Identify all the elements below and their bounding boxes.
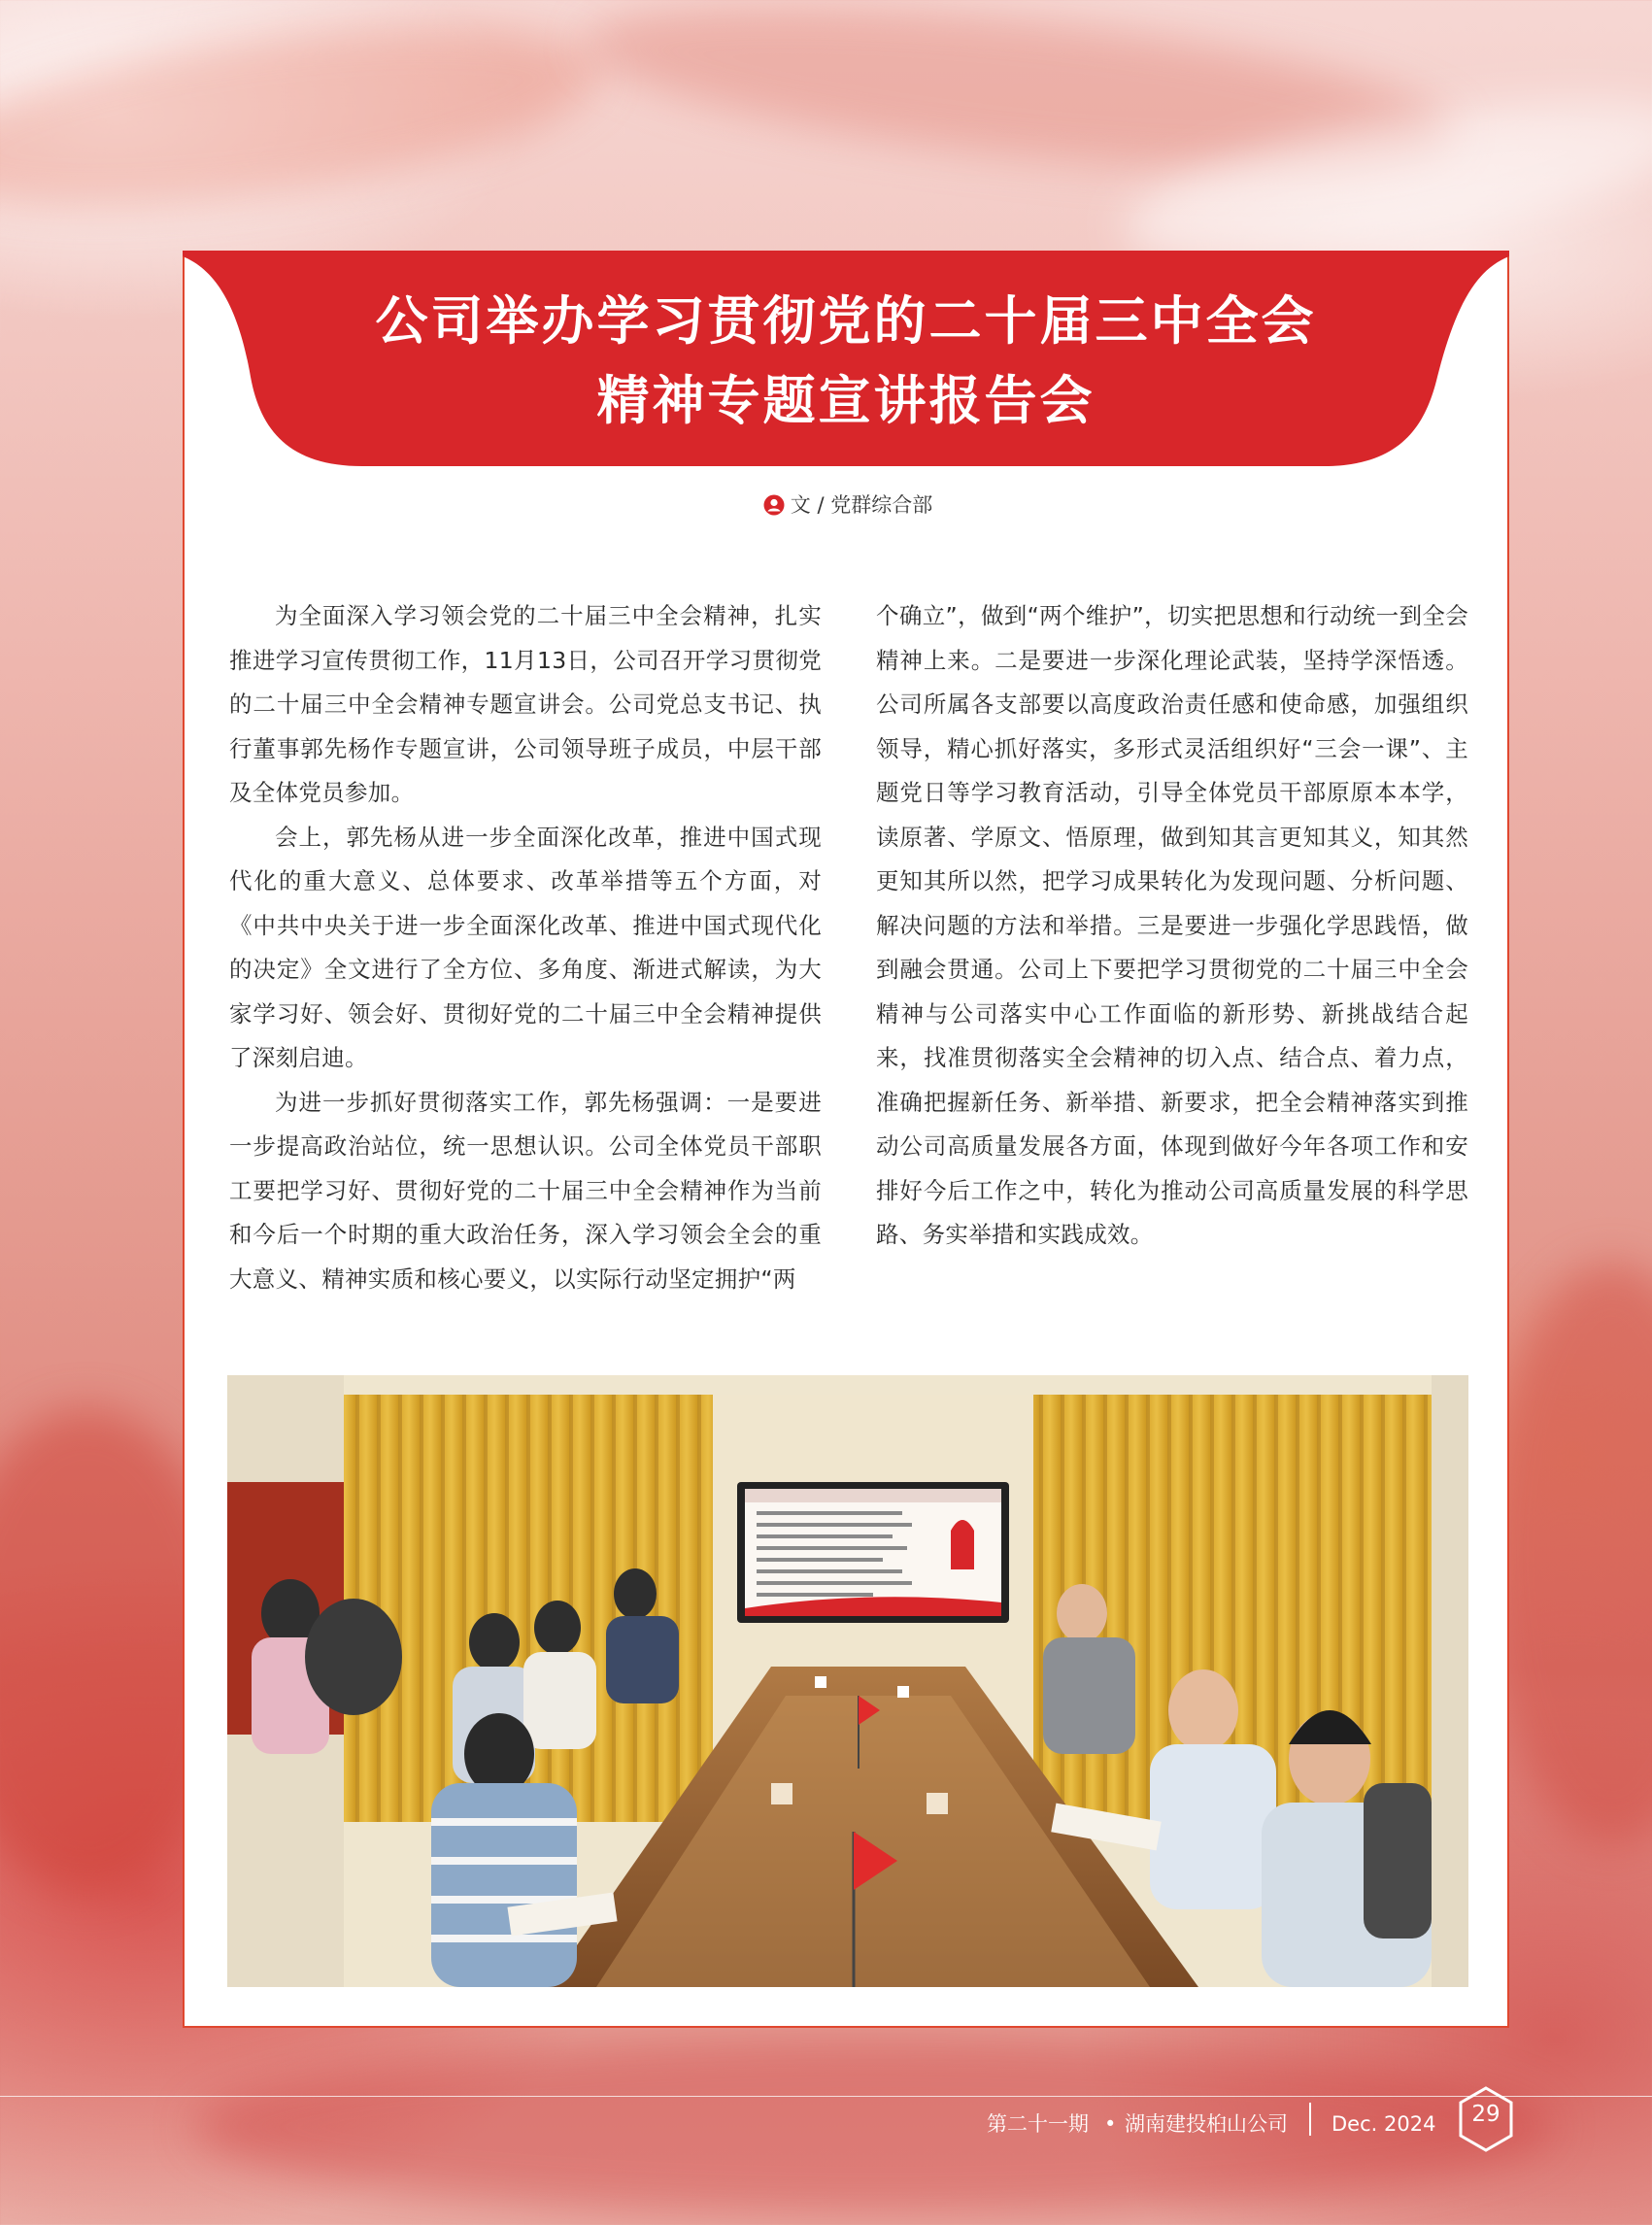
article-column-right xyxy=(876,594,1468,1258)
background-swirl xyxy=(0,0,610,241)
article-column-left xyxy=(229,594,822,1301)
footer-issue: 第二十一期 xyxy=(987,2112,1089,2136)
meeting-photo xyxy=(227,1375,1468,1987)
footer-company: 湖南建投桕山公司 xyxy=(1125,2112,1288,2136)
article-card xyxy=(183,251,1509,2028)
article-paragraph: 会上，郭先杨从进一步全面深化改革，推进中国式现代化的重大意义、总体要求、改革举措等五个方面，对《中共中央关于进一步全面深化改革、推进中国式现代化的决定》全文进行了全方位、多角度、渐进式解读，为大家学习好、领会好、贯彻好党的二十届三中全会精神提供了深刻启迪。 xyxy=(229,823,822,1071)
person-icon xyxy=(763,494,785,516)
byline xyxy=(185,489,1511,519)
article-paragraph: 个确立”，做到“两个维护”，切实把思想和行动统一到全会精神上来。二是要进一步深化理论武装，坚持学深悟透。公司所属各支部要以高度政治责任感和使命感，加强组织领导，精心抓好落实，多形式灵活组织好“三会一课”、主题党日等学习教育活动，引导全体党员干部原原本本学，读原著、学原文、悟原理，做到知其言更知其义，知其然更知其所以然，把学习成果转化为发现问题、分析问题、解决问题的方法和举措。三是要进一步强化学思践悟，做到融会贯通。公司上下要把学习贯彻党的二十届三中全会精神与公司落实中心工作面临的新形势、新挑战结合起来，找准贯彻落实全会精神的切入点、结合点、着力点，准确把握新任务、新举措、新要求，把全会精神落实到推动公司高质量发展各方面，体现到做好今年各项工作和安排好今后工作之中，转化为推动公司高质量发展的科学思路、务实举措和实践成效。 xyxy=(876,602,1468,1248)
meeting-photo-illustration xyxy=(227,1375,1468,1987)
article-title-line-1: 公司举办学习贯彻党的二十届三中全会 xyxy=(375,290,1317,352)
footer-date: Dec. 2024 xyxy=(1332,2112,1436,2136)
footer-separator-dot: • xyxy=(1104,2112,1117,2136)
footer-divider xyxy=(0,2096,1652,2097)
article-paragraph: 为进一步抓好贯彻落实工作，郭先杨强调：一是要进一步提高政治站位，统一思想认识。公司全体党员干部职工要把学习好、贯彻好党的二十届三中全会精神作为当前和今后一个时期的重大政治任务，深入学习领会全会的重大意义、精神实质和核心要义，以实际行动坚定拥护“两 xyxy=(229,1088,822,1293)
article-paragraph: 为全面深入学习领会党的二十届三中全会精神，扎实推进学习宣传贯彻工作，11月13日，公司召开学习贯彻党的二十届三中全会精神专题宣讲会。公司党总支书记、执行董事郭先杨作专题宣讲，公司领导班子成员，中层干部及全体党员参加。 xyxy=(229,602,822,806)
background-swirl xyxy=(1486,1263,1652,1845)
title-banner xyxy=(183,251,1509,474)
byline-text: 文 / 党群综合部 xyxy=(790,493,933,517)
footer-vertical-divider xyxy=(1309,2103,1311,2136)
page-number: 29 xyxy=(1471,2102,1500,2127)
article-title-line-2: 精神专题宣讲报告会 xyxy=(596,370,1096,431)
